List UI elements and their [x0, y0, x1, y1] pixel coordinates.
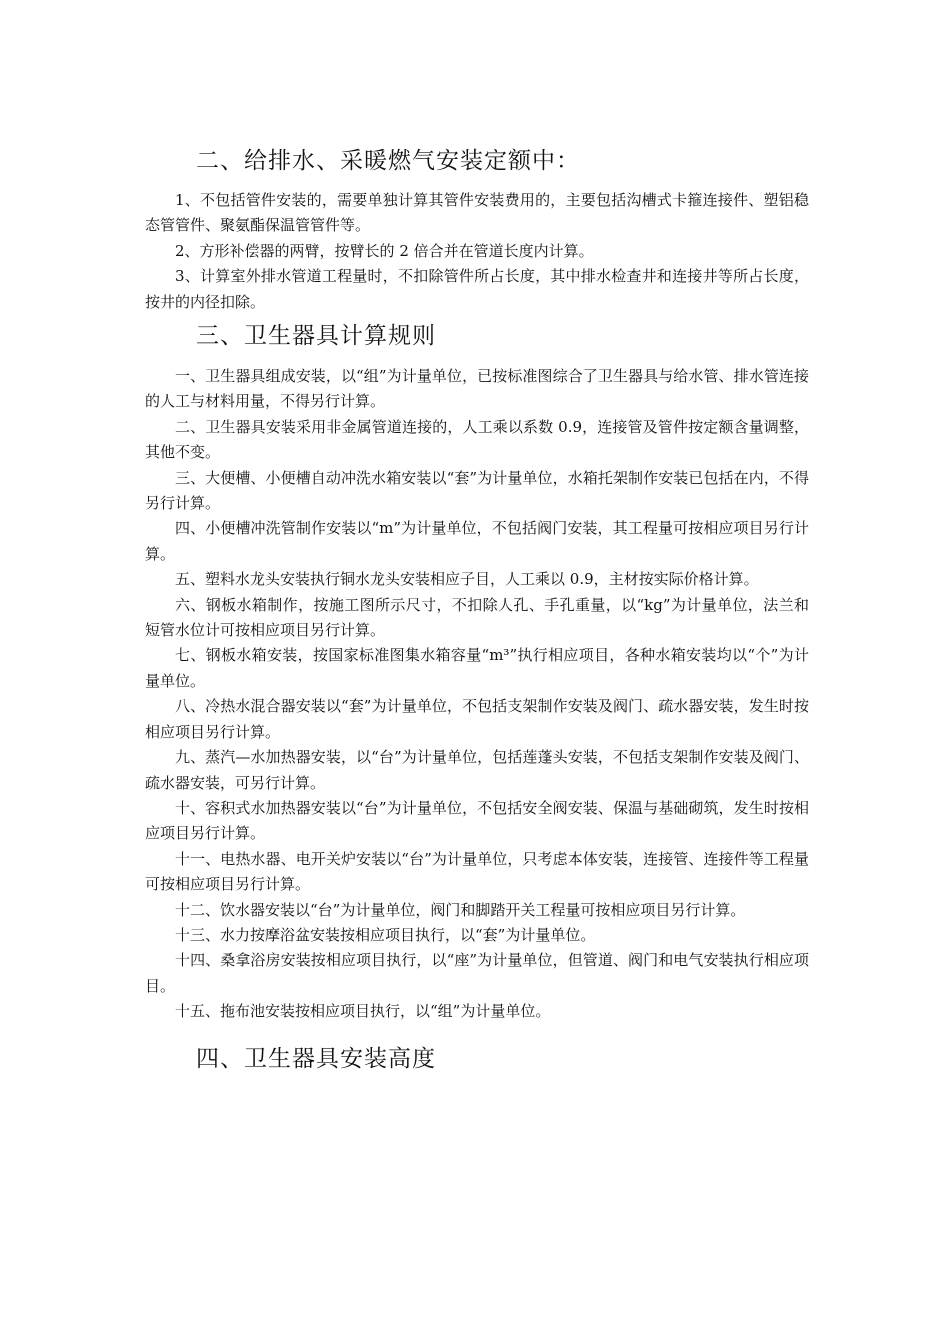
- section-3-item-2: 二、卫生器具安装采用非金属管道连接的，人工乘以系数 0.9，连接管及管件按定额含量调整，其他不变。: [145, 417, 809, 462]
- section-3-heading: 三、卫生器具计算规则: [196, 323, 436, 349]
- section-4-heading: 四、卫生器具安装高度: [196, 1046, 436, 1072]
- section-2-item-1: 1、不包括管件安装的，需要单独计算其管件安装费用的，主要包括沟槽式卡箍连接件、塑铝稳态管管件、聚氨酯保温管管件等。: [145, 191, 809, 235]
- section-3-item-6: 六、钢板水箱制作，按施工图所示尺寸，不扣除人孔、手孔重量，以“kg”为计量单位，法兰和短管水位计可按相应项目另行计算。: [145, 595, 809, 640]
- section-3-item-4: 四、小便槽冲洗管制作安装以“m”为计量单位，不包括阀门安装，其工程量可按相应项目另行计算。: [145, 519, 809, 563]
- section-2-heading: 二、给排水、采暖燃气安装定额中：: [196, 148, 580, 174]
- section-2-body: [145, 188, 809, 315]
- section-3-item-7: 七、钢板水箱安装，按国家标准图集水箱容量“m³”执行相应项目，各种水箱安装均以“个”为计量单位。: [145, 646, 809, 690]
- section-3-body: [145, 364, 809, 1025]
- section-3-item-10: 十、容积式水加热器安装以“台”为计量单位，不包括安全阀安装、保温与基础砌筑，发生时按相应项目另行计算。: [145, 798, 809, 843]
- section-2-item-2: 2、方形补偿器的两臂，按臂长的 2 倍合并在管道长度内计算。: [175, 241, 594, 260]
- section-3-item-13: 十三、水力按摩浴盆安装按相应项目执行，以“套”为计量单位。: [175, 925, 596, 944]
- section-3-item-8: 八、冷热水混合器安装以“套”为计量单位，不包括支架制作安装及阀门、疏水器安装，发生时按相应项目另行计算。: [145, 697, 809, 741]
- section-3-item-15: 十五、拖布池安装按相应项目执行，以“组”为计量单位。: [175, 1002, 551, 1021]
- section-3-item-3: 三、大便槽、小便槽自动冲洗水箱安装以“套”为计量单位，水箱托架制作安装已包括在内，不得另行计算。: [145, 468, 809, 513]
- section-3-item-11: 十一、电热水器、电开关炉安装以“台”为计量单位，只考虑本体安装，连接管、连接件等工程量可按相应项目另行计算。: [145, 849, 809, 894]
- section-3-item-14: 十四、桑拿浴房安装按相应项目执行，以“座”为计量单位，但管道、阀门和电气安装执行相应项目。: [145, 951, 809, 995]
- section-3-item-9: 九、蒸汽—水加热器安装，以“台”为计量单位，包括莲蓬头安装，不包括支架制作安装及阀门、疏水器安装，可另行计算。: [145, 748, 809, 792]
- section-2-item-3: 3、计算室外排水管道工程量时，不扣除管件所占长度，其中排水检查井和连接井等所占长度，按井的内径扣除。: [145, 267, 809, 311]
- section-3-item-1: 一、卫生器具组成安装，以“组”为计量单位，已按标准图综合了卫生器具与给水管、排水管连接的人工与材料用量，不得另行计算。: [145, 367, 809, 411]
- section-3-item-12: 十二、饮水器安装以“台”为计量单位，阀门和脚踏开关工程量可按相应项目另行计算。: [175, 900, 746, 919]
- section-3-item-5: 五、塑料水龙头安装执行铜水龙头安装相应子目，人工乘以 0.9，主材按实际价格计算。: [175, 570, 759, 589]
